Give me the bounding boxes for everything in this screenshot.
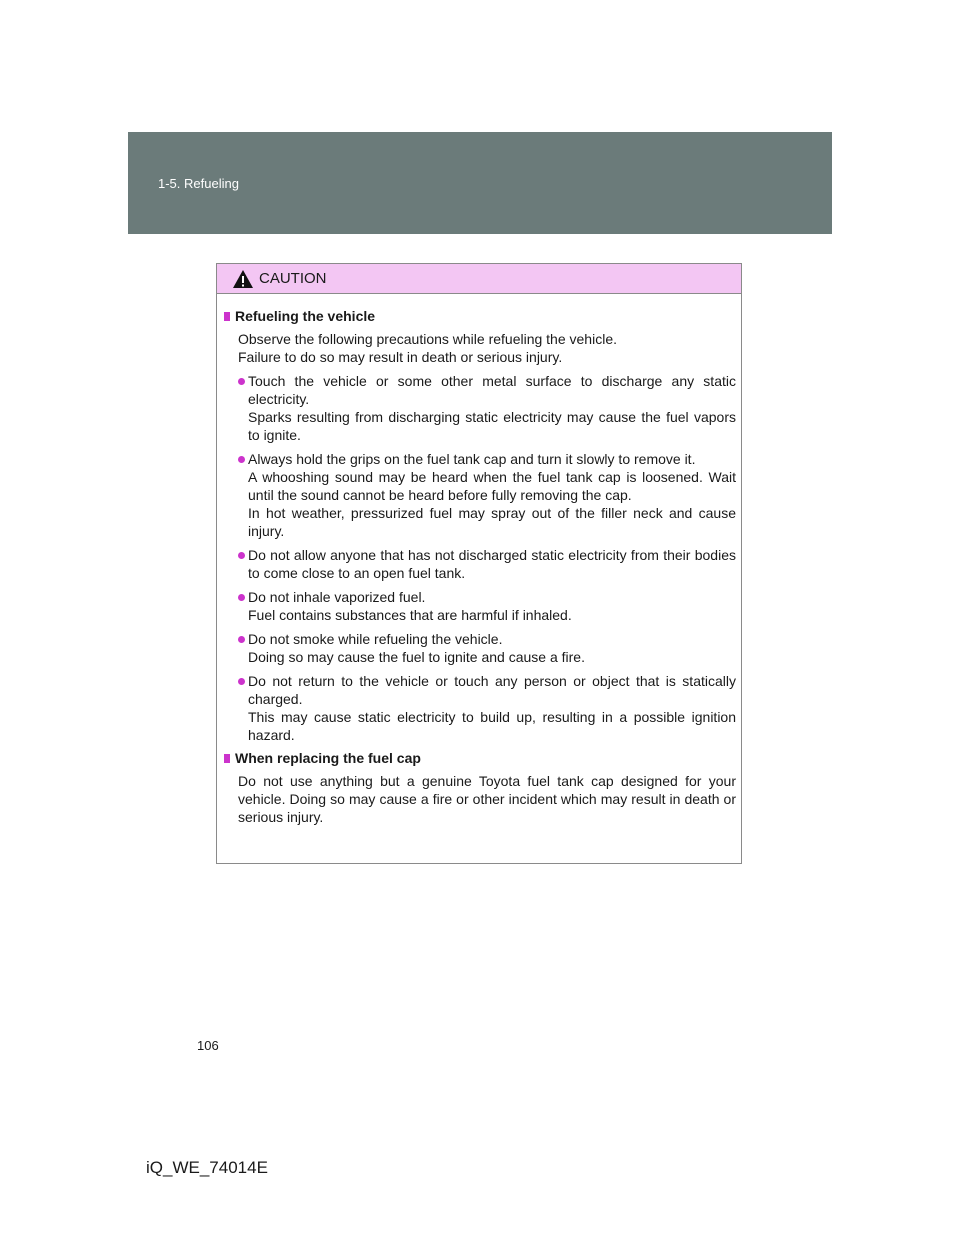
item-text: Always hold the grips on the fuel tank cap and turn it slowly to remove it. <box>248 451 696 467</box>
section-heading <box>224 749 736 767</box>
square-bullet-icon <box>224 754 230 763</box>
section-title: Refueling the vehicle <box>235 308 376 324</box>
dot-bullet-icon <box>238 678 245 685</box>
caution-body <box>217 294 741 826</box>
item-text: Sparks resulting from discharging static electricity may cause the fuel vapors to ignite. <box>248 409 736 443</box>
square-bullet-icon <box>224 312 230 321</box>
section-breadcrumb: 1-5. Refueling <box>158 176 239 191</box>
list-item <box>238 450 736 540</box>
item-text: Doing so may cause the fuel to ignite and cause a fire. <box>248 649 585 665</box>
caution-header <box>217 264 741 294</box>
item-text: A whooshing sound may be heard when the fuel tank cap is loosened. Wait until the sound cannot be heard before fully removing the cap. <box>248 469 736 503</box>
list-item <box>238 372 736 444</box>
list-item <box>238 630 736 666</box>
dot-bullet-icon <box>238 636 245 643</box>
intro-line: Observe the following precautions while refueling the vehicle. <box>238 331 617 347</box>
list-item <box>238 588 736 624</box>
item-text: Do not inhale vaporized fuel. <box>248 589 426 605</box>
list-item <box>238 546 736 582</box>
caution-box <box>216 263 742 864</box>
item-text: Do not allow anyone that has not discharged static electricity from their bodies to come close to an open fuel tank. <box>248 547 736 581</box>
intro-line: Failure to do so may result in death or serious injury. <box>238 349 563 365</box>
header-band <box>128 132 832 234</box>
section-intro <box>238 330 736 366</box>
section-intro <box>238 772 736 826</box>
item-text: In hot weather, pressurized fuel may spray out of the filler neck and cause injury. <box>248 505 736 539</box>
page-number: 106 <box>197 1038 219 1053</box>
section-title: When replacing the fuel cap <box>235 750 421 766</box>
warning-triangle-icon <box>232 269 254 289</box>
item-text: Fuel contains substances that are harmful if inhaled. <box>248 607 572 623</box>
dot-bullet-icon <box>238 594 245 601</box>
item-text: This may cause static electricity to build up, resulting in a possible ignition hazard. <box>248 709 736 743</box>
dot-bullet-icon <box>238 456 245 463</box>
item-text: Do not return to the vehicle or touch any person or object that is statically charged. <box>248 673 736 707</box>
dot-bullet-icon <box>238 378 245 385</box>
dot-bullet-icon <box>238 552 245 559</box>
item-text: Do not smoke while refueling the vehicle. <box>248 631 503 647</box>
section-heading <box>224 307 736 325</box>
document-code: iQ_WE_74014E <box>146 1158 268 1177</box>
intro-line: Do not use anything but a genuine Toyota fuel tank cap designed for your vehicle. Doing so may cause a fire or other incident which may result in death or serious injury. <box>238 773 736 825</box>
caution-title: CAUTION <box>259 270 327 287</box>
item-text: Touch the vehicle or some other metal surface to discharge any static electricity. <box>248 373 736 407</box>
list-item <box>238 672 736 744</box>
